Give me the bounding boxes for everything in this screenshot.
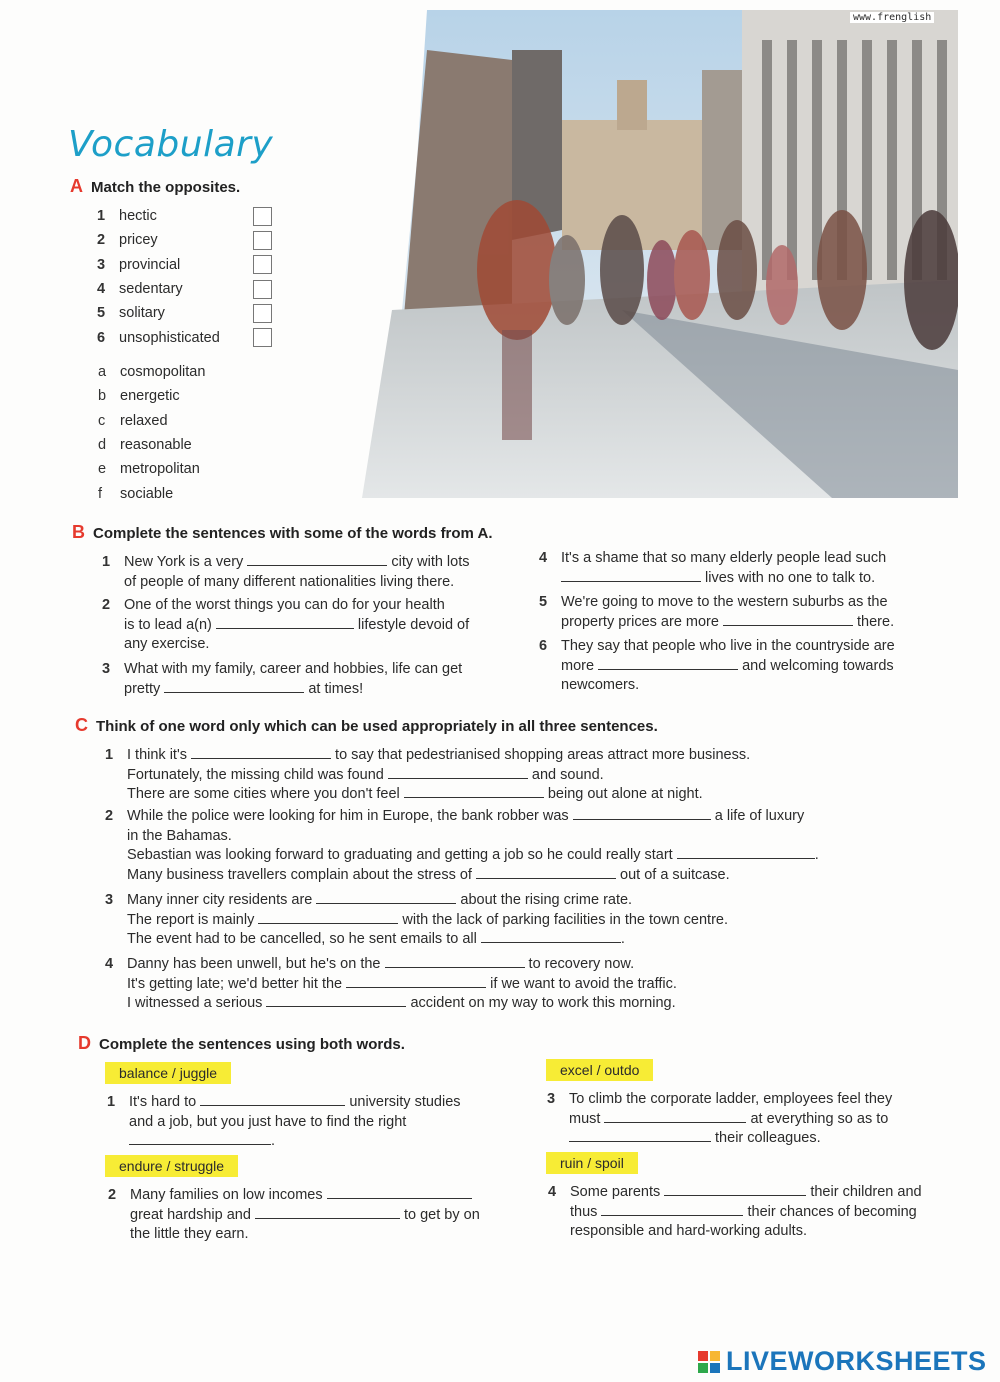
question-d2: 2 Many families on low incomes great hardship and to get by on the little they earn.: [108, 1187, 480, 1242]
answer-blank[interactable]: [385, 955, 525, 968]
section-letter: A: [70, 176, 83, 196]
photo-illustration: [362, 10, 958, 498]
answer-box[interactable]: [253, 231, 272, 250]
answer-blank[interactable]: [191, 746, 331, 759]
word-pair-tag: balance / juggle: [105, 1062, 231, 1084]
answer-blank[interactable]: [561, 569, 701, 582]
list-item: 4 sedentary: [97, 277, 272, 301]
list-item: a cosmopolitan: [98, 364, 206, 381]
question-d1: 1 It's hard to university studies and a job, but you just have to find the right .: [107, 1094, 461, 1149]
question-b1: 1 New York is a very city with lots of people of many different nationalities living there.: [102, 554, 470, 590]
answer-blank[interactable]: [723, 613, 853, 626]
answer-blank[interactable]: [677, 846, 815, 859]
question-b4: 4 It's a shame that so many elderly people lead such lives with no one to talk to.: [539, 550, 887, 586]
answer-box[interactable]: [253, 328, 272, 347]
word-pair-tag: excel / outdo: [546, 1059, 653, 1081]
list-item: 1 hectic: [97, 204, 272, 228]
question-d3: 3 To climb the corporate ladder, employees feel they must at everything so as to their colleagues.: [547, 1091, 893, 1146]
liveworksheets-icon: [698, 1351, 720, 1373]
answer-blank[interactable]: [216, 616, 354, 629]
question-d4: 4 Some parents their children and thus their chances of becoming responsible and hard-working adults.: [548, 1184, 922, 1239]
city-street-photo: [362, 10, 958, 498]
answer-blank[interactable]: [255, 1206, 400, 1219]
section-a-heading: [70, 176, 240, 197]
word-pair-tag: endure / struggle: [105, 1155, 238, 1177]
answer-blank[interactable]: [247, 553, 387, 566]
answer-blank[interactable]: [316, 891, 456, 904]
answer-blank[interactable]: [404, 785, 544, 798]
answer-blank[interactable]: [573, 807, 711, 820]
answer-blank[interactable]: [164, 680, 304, 693]
word-pair-tag: ruin / spoil: [546, 1152, 638, 1174]
answer-blank[interactable]: [604, 1110, 746, 1123]
section-c-heading: C Think of one word only which can be used appropriately in all three sentences.: [75, 715, 658, 735]
answer-blank[interactable]: [569, 1129, 711, 1142]
list-item: e metropolitan: [98, 461, 200, 478]
answer-box[interactable]: [253, 280, 272, 299]
answer-blank[interactable]: [601, 1203, 743, 1216]
question-c3: 3 Many inner city residents are about the rising crime rate. The report is mainly with the lack of parking facilities in the town centre. The event had to be cancelled, so he sent emails to all .: [105, 892, 728, 947]
answer-blank[interactable]: [476, 866, 616, 879]
section-d-heading: D Complete the sentences using both words.: [78, 1033, 405, 1053]
list-item: 6 unsophisticated: [97, 325, 272, 349]
question-c4: 4 Danny has been unwell, but he's on the to recovery now. It's getting late; we'd better hit the if we want to avoid the traffic. I witnessed a serious accident on my way to work this morning.: [105, 956, 677, 1011]
answer-blank[interactable]: [258, 911, 398, 924]
list-item: c relaxed: [98, 412, 168, 429]
brand-name: LIVEWORKSHEETS: [726, 1346, 987, 1376]
answer-blank[interactable]: [327, 1186, 472, 1199]
question-b5: 5 We're going to move to the western suburbs as the property prices are more there.: [539, 594, 895, 630]
matching-items-list: [97, 204, 272, 350]
answer-blank[interactable]: [200, 1093, 345, 1106]
answer-blank[interactable]: [346, 975, 486, 988]
liveworksheets-logo: [698, 1346, 987, 1377]
list-item: d reasonable: [98, 437, 192, 454]
list-item: 2 pricey: [97, 228, 272, 252]
answer-blank[interactable]: [266, 994, 406, 1007]
question-b6: 6 They say that people who live in the countryside are more and welcoming towards newcomers.: [539, 638, 895, 693]
watermark-url: www.frenglish: [850, 12, 934, 23]
answer-blank[interactable]: [664, 1183, 806, 1196]
question-c1: 1 I think it's to say that pedestrianised shopping areas attract more business. Fortunately, the missing child was found and sound. There are some cities where you don't feel being out alone at night.: [105, 747, 751, 802]
section-instruction: Match the opposites.: [91, 179, 241, 196]
answer-blank[interactable]: [481, 930, 621, 943]
answer-box[interactable]: [253, 304, 272, 323]
question-b2: 2 One of the worst things you can do for your health is to lead a(n) lifestyle devoid of any exercise.: [102, 597, 470, 652]
list-item: b energetic: [98, 388, 180, 405]
answer-box[interactable]: [253, 255, 272, 274]
question-c2: 2 While the police were looking for him in Europe, the bank robber was a life of luxury in the Bahamas. Sebastian was looking forward to graduating and getting a job so he could really start . Many business travellers complain about the stress of out of a suitcase.: [105, 808, 819, 883]
matching-options-list: [98, 360, 205, 506]
answer-blank[interactable]: [388, 766, 528, 779]
answer-blank[interactable]: [129, 1132, 271, 1145]
section-b-heading: B Complete the sentences with some of the words from A.: [72, 522, 493, 542]
answer-box[interactable]: [253, 207, 272, 226]
page-title: Vocabulary: [68, 124, 274, 165]
list-item: 5 solitary: [97, 301, 272, 325]
list-item: 3 provincial: [97, 253, 272, 277]
list-item: f sociable: [98, 485, 174, 502]
question-b3: 3 What with my family, career and hobbies, life can get pretty at times!: [102, 661, 463, 697]
answer-blank[interactable]: [598, 657, 738, 670]
